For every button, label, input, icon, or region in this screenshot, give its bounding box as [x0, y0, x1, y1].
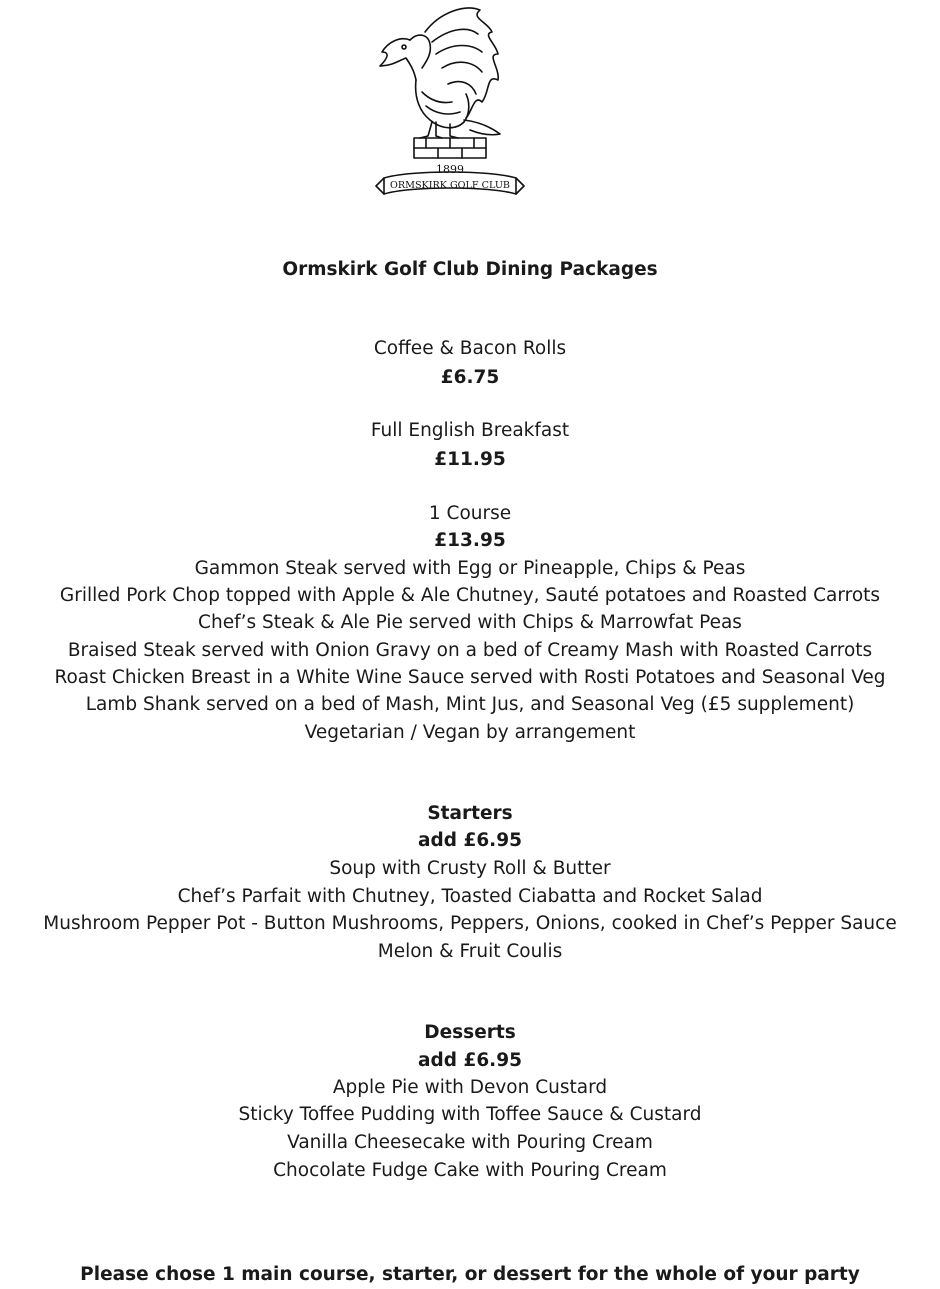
- menu-item: Mushroom Pepper Pot - Button Mushrooms, Peppers, Onions, cooked in Chef’s Pepper Sauce: [43, 913, 897, 934]
- menu-item: Soup with Crusty Roll & Butter: [329, 858, 611, 879]
- logo-year: 1899: [436, 163, 464, 176]
- menu-item: Vegetarian / Vegan by arrangement: [304, 722, 636, 743]
- menu-item: Sticky Toffee Pudding with Toffee Sauce & Custard: [238, 1104, 702, 1125]
- package-name: Coffee & Bacon Rolls: [373, 338, 567, 359]
- one-course-heading: 1 Course: [428, 503, 512, 524]
- menu-item: Braised Steak served with Onion Gravy on a bed of Creamy Mash with Roasted Carrots: [67, 640, 873, 661]
- menu-item: Vanilla Cheesecake with Pouring Cream: [287, 1132, 653, 1153]
- package-price: £6.75: [440, 367, 500, 388]
- club-crest-logo: [370, 2, 530, 202]
- menu-item: Chef’s Steak & Ale Pie served with Chips & Marrowfat Peas: [198, 612, 742, 633]
- menu-item: Chocolate Fudge Cake with Pouring Cream: [273, 1160, 667, 1181]
- menu-item: Chef’s Parfait with Chutney, Toasted Ciabatta and Rocket Salad: [177, 886, 763, 907]
- menu-item: Lamb Shank served on a bed of Mash, Mint Jus, and Seasonal Veg (£5 supplement): [85, 694, 855, 715]
- page-title: Ormskirk Golf Club Dining Packages: [282, 259, 658, 280]
- footer-note: Please chose 1 main course, starter, or dessert for the whole of your party: [80, 1264, 860, 1285]
- menu-item: Apple Pie with Devon Custard: [332, 1077, 608, 1098]
- menu-item: Roast Chicken Breast in a White Wine Sauce served with Rosti Potatoes and Seasonal Veg: [54, 667, 886, 688]
- starters-heading: Starters: [427, 803, 513, 824]
- menu-item: Grilled Pork Chop topped with Apple & Ale Chutney, Sauté potatoes and Roasted Carrots: [59, 585, 881, 606]
- package-name: Full English Breakfast: [370, 420, 570, 441]
- menu-item: Melon & Fruit Coulis: [377, 941, 563, 962]
- package-price: £11.95: [434, 449, 506, 470]
- starters-price: add £6.95: [418, 830, 522, 851]
- menu-item: Gammon Steak served with Egg or Pineapple, Chips & Peas: [194, 558, 746, 579]
- desserts-heading: Desserts: [424, 1022, 516, 1043]
- logo-banner-text: ORMSKIRK GOLF CLUB: [390, 180, 511, 191]
- desserts-price: add £6.95: [418, 1050, 522, 1071]
- one-course-price: £13.95: [434, 530, 506, 551]
